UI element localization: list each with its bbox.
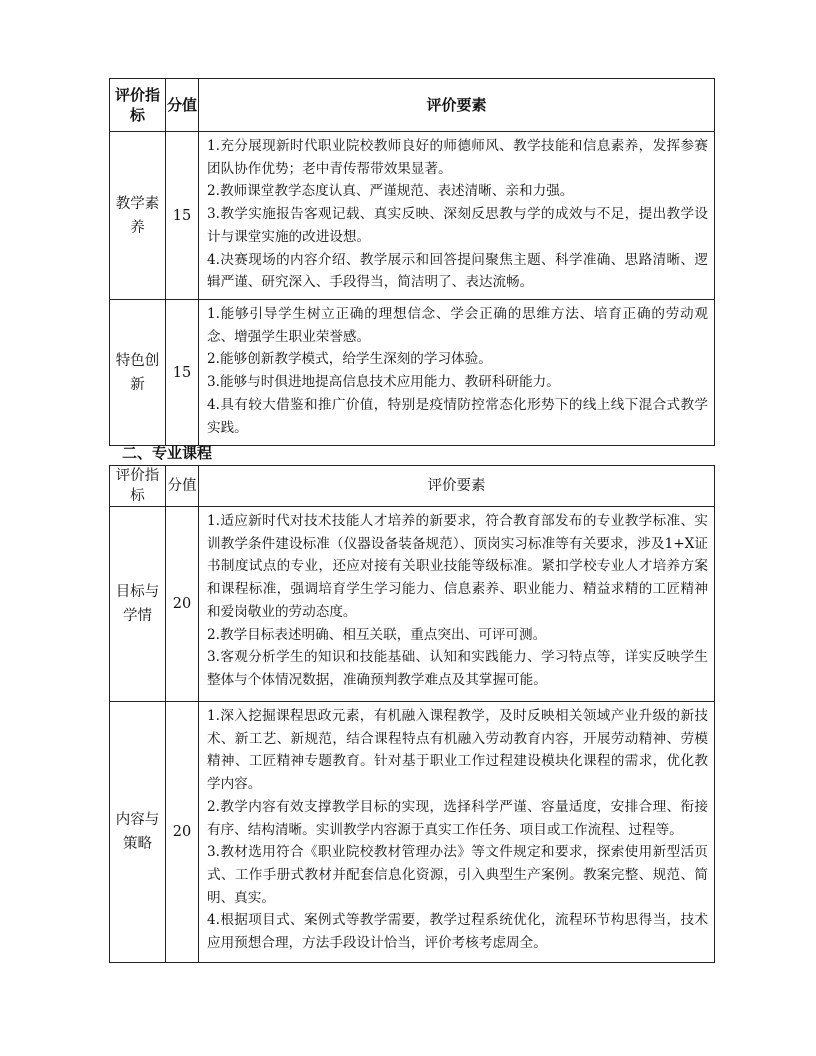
criteria-cell xyxy=(199,132,715,300)
header-indicator: 评价指标 xyxy=(110,79,166,132)
header-score: 分值 xyxy=(166,466,199,507)
section-heading: 二、专业课程 xyxy=(122,444,213,462)
evaluation-table-2 xyxy=(109,465,715,963)
table-row xyxy=(110,702,715,963)
score-cell: 15 xyxy=(166,132,199,300)
criteria-item: 1.适应新时代对技术技能人才培养的新要求，符合教育部发布的专业教学标准、实训教学条件建设标准（仪器设备装备规范）、顶岗实习标准等有关要求，涉及1+X证书制度试点的专业，还应对接有关职业技能等级标准。紧扣学校专业人才培养方案和课程标准，强调培育学生学习能力、信息素养、职业能力、精益求精的工匠精神和爱岗敬业的劳动态度。 xyxy=(207,513,708,620)
table-row xyxy=(110,300,715,446)
indicator-cell: 特色创新 xyxy=(110,300,166,446)
criteria-item: 2.教学内容有效支撑教学目标的实现，选择科学严谨、容量适度，安排合理、衔接有序、结构清晰。实训教学内容源于真实工作任务、项目或工作流程、过程等。 xyxy=(207,798,708,838)
score-cell: 20 xyxy=(166,507,199,702)
header-indicator: 评价指标 xyxy=(110,466,166,507)
criteria-item: 4.根据项目式、案例式等教学需要，教学过程系统优化，流程环节构思得当，技术应用预想合理，方法手段设计恰当，评价考核考虑周全。 xyxy=(207,912,708,952)
criteria-cell xyxy=(199,702,715,963)
criteria-item: 1.能够引导学生树立正确的理想信念、学会正确的思维方法、培育正确的劳动观念、增强学生职业荣誉感。 xyxy=(207,306,708,345)
table-header-row xyxy=(110,466,715,507)
header-criteria: 评价要素 xyxy=(199,466,715,507)
criteria-item: 4.决赛现场的内容介绍、教学展示和回答提问聚焦主题、科学准确、思路清晰、逻辑严谨、研究深入、手段得当，简洁明了、表达流畅。 xyxy=(207,251,708,291)
header-criteria: 评价要素 xyxy=(199,79,715,132)
indicator-cell: 教学素养 xyxy=(110,132,166,300)
indicator-cell: 内容与策略 xyxy=(110,702,166,963)
criteria-item: 3.客观分析学生的知识和技能基础、认知和实践能力、学习特点等，详实反映学生整体与个体情况数据，准确预判教学难点及其掌握可能。 xyxy=(207,649,708,688)
criteria-item: 1.充分展现新时代职业院校教师良好的师德师风、教学技能和信息素养，发挥参赛团队协作优势；老中青传帮带效果显著。 xyxy=(207,138,708,177)
criteria-item: 4.具有较大借鉴和推广价值，特别是疫情防控常态化形势下的线上线下混合式教学实践。 xyxy=(207,396,708,436)
criteria-item: 2.能够创新教学模式，给学生深刻的学习体验。 xyxy=(207,351,492,368)
indicator-cell: 目标与学情 xyxy=(110,507,166,702)
header-score: 分值 xyxy=(166,79,199,132)
criteria-cell xyxy=(199,300,715,446)
criteria-cell xyxy=(199,507,715,702)
score-cell: 15 xyxy=(166,300,199,446)
criteria-item: 2.教师课堂教学态度认真、严谨规范、表述清晰、亲和力强。 xyxy=(207,183,574,200)
criteria-item: 2.教学目标表述明确、相互关联，重点突出、可评可测。 xyxy=(207,626,547,643)
table-header-row xyxy=(110,79,715,132)
criteria-item: 3.教材选用符合《职业院校教材管理办法》等文件规定和要求，探索使用新型活页式、工作手册式教材并配套信息化资源，引入典型生产案例。教案完整、规范、简明、真实。 xyxy=(207,844,708,906)
evaluation-table-1 xyxy=(109,78,715,446)
criteria-item: 1.深入挖掘课程思政元素，有机融入课程教学，及时反映相关领域产业升级的新技术、新工艺、新规范，结合课程特点有机融入劳动教育内容，开展劳动精神、劳模精神、工匠精神专题教育。针对基于职业工作过程建设模块化课程的需求，优化教学内容。 xyxy=(207,708,708,793)
table-row xyxy=(110,132,715,300)
table-row xyxy=(110,507,715,702)
criteria-item: 3.教学实施报告客观记载、真实反映、深刻反思教与学的成效与不足，提出教学设计与课堂实施的改进设想。 xyxy=(207,206,708,245)
criteria-item: 3.能够与时俱进地提高信息技术应用能力、教研科研能力。 xyxy=(207,374,560,391)
score-cell: 20 xyxy=(166,702,199,963)
